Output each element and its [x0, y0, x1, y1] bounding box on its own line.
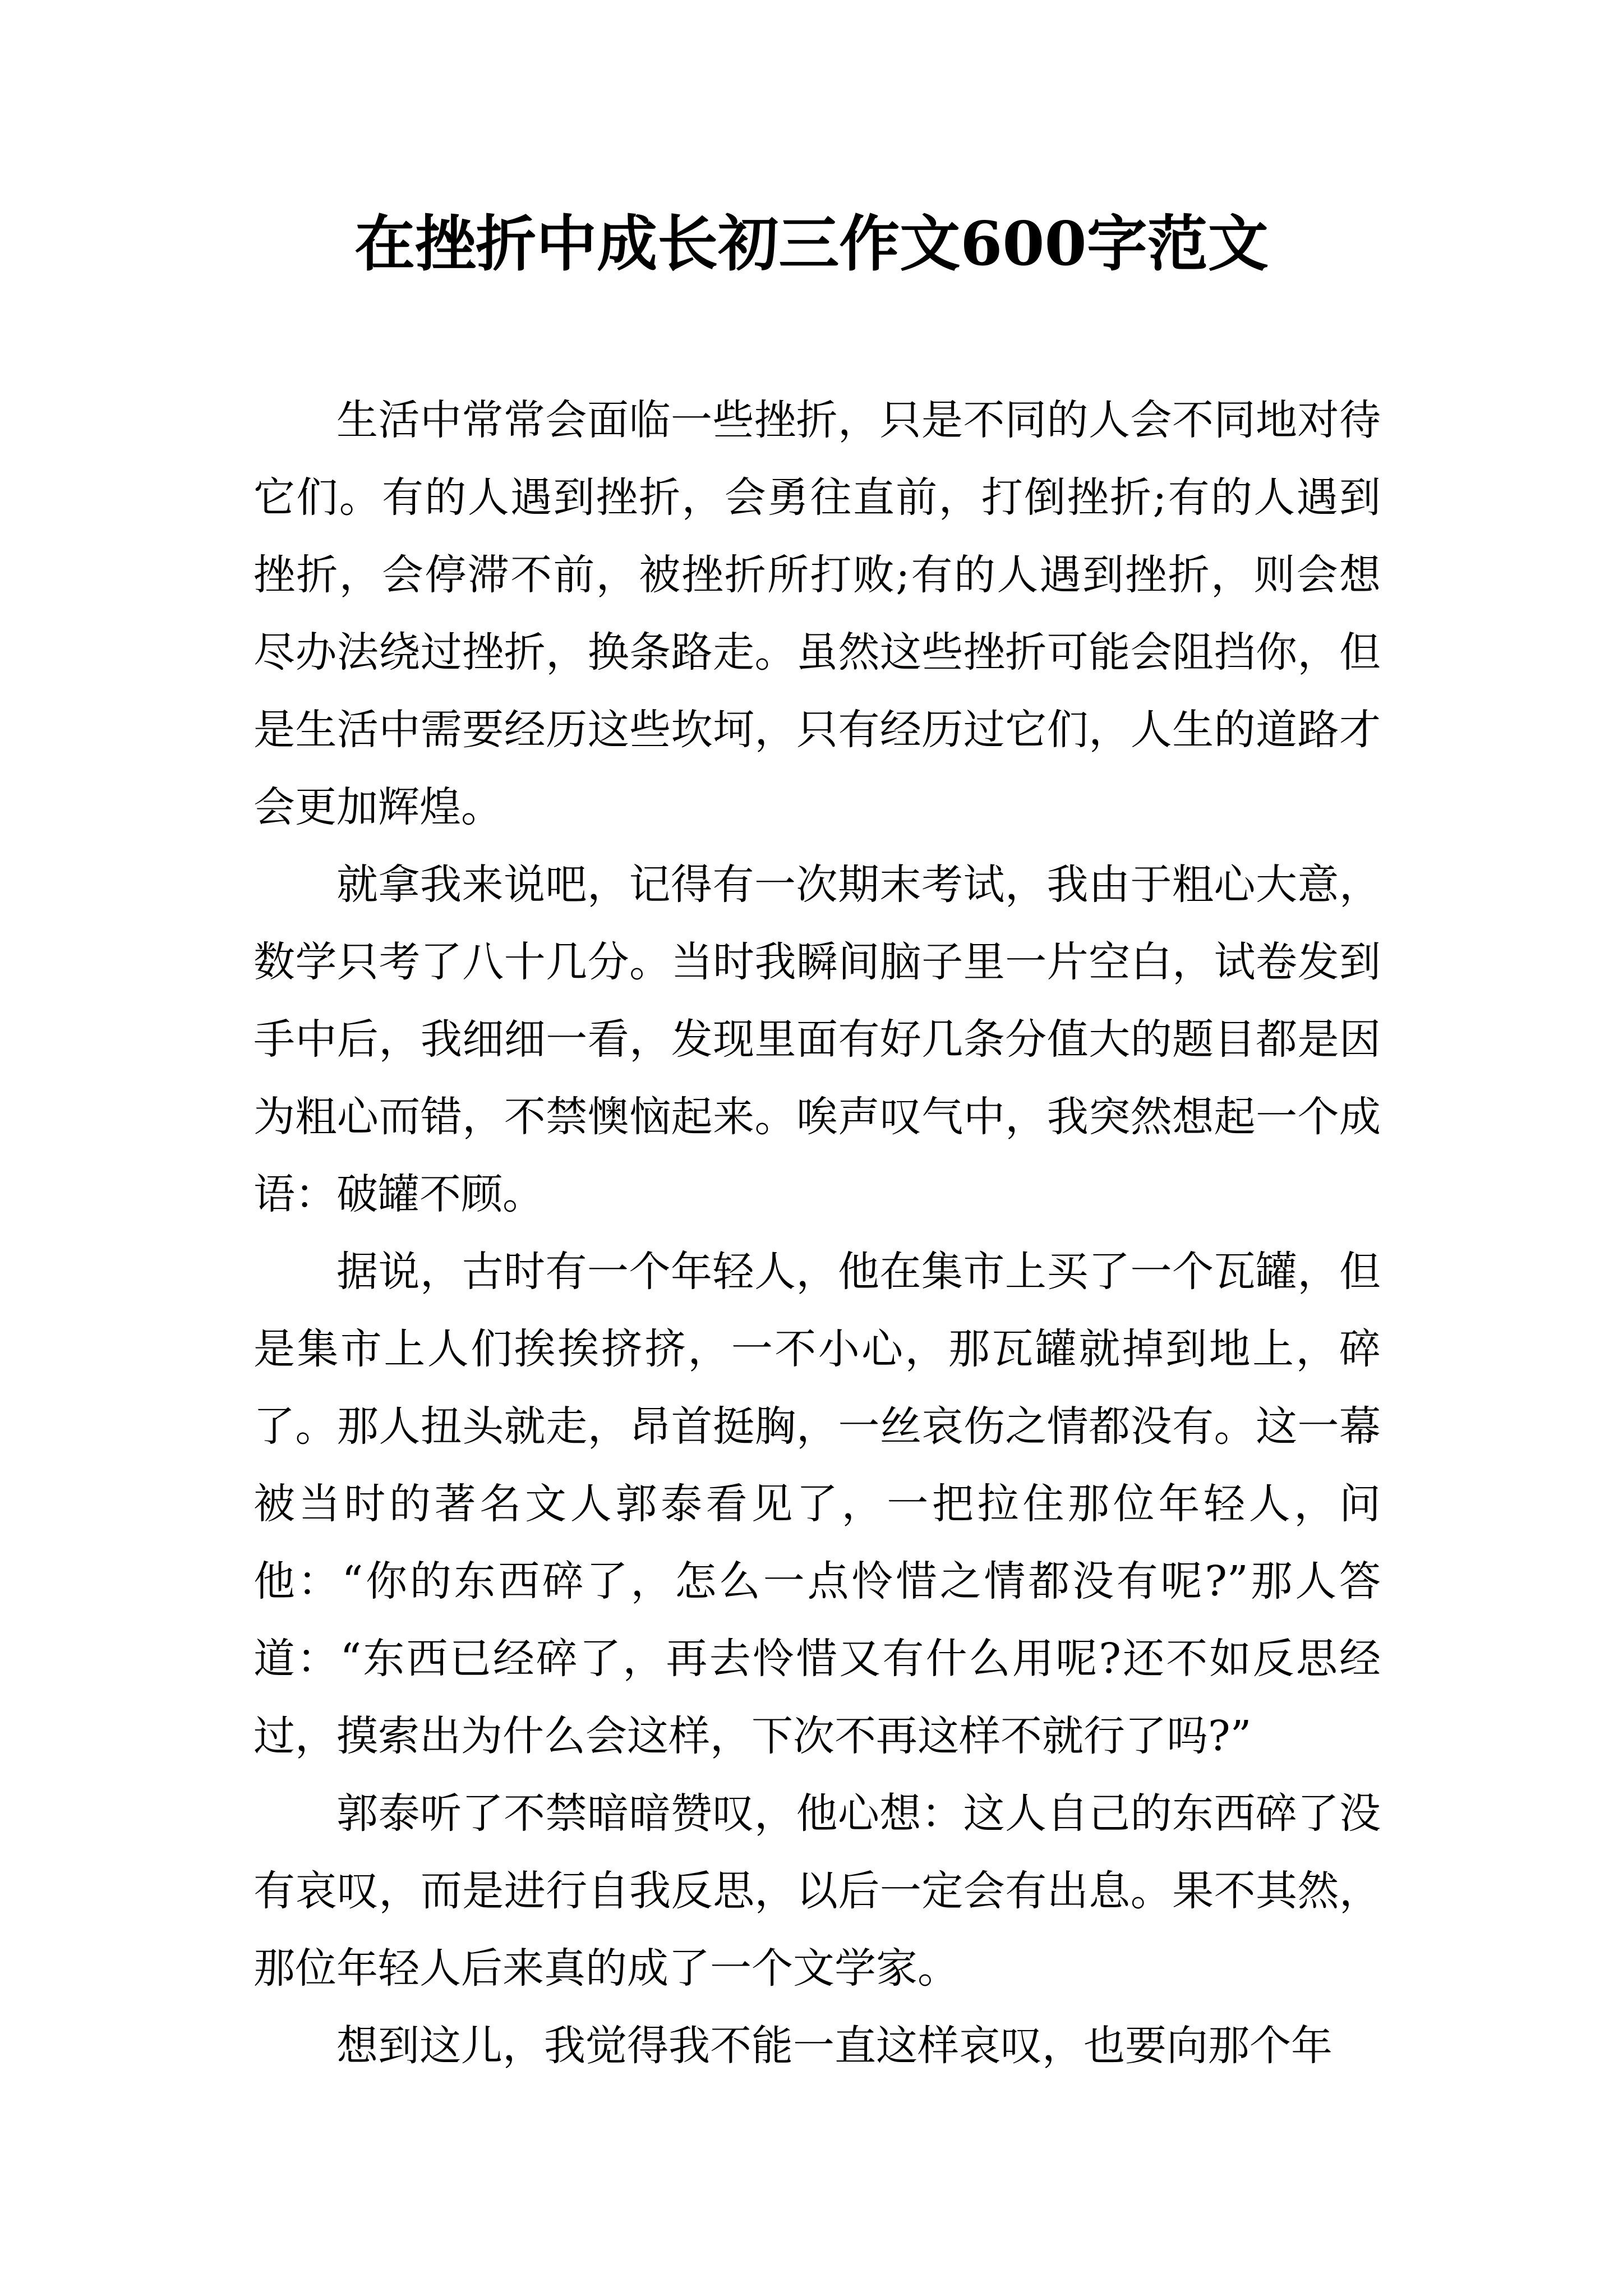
paragraph: 据说，古时有一个年轻人，他在集市上买了一个瓦罐，但是集市上人们挨挨挤挤，一不小心，那瓦罐就掉到地上，碎了。那人扭头就走，昂首挺胸，一丝哀伤之情都没有。这一幕被当时的著名文人郭泰看见了，一把拉住那位年轻人，问他：“你的东西碎了，怎么一点怜惜之情都没有呢?”那人答道：“东西已经碎了，再去怜惜又有什么用呢?还不如反思经过，摸索出为什么会这样，下次不再这样不就行了吗?” — [253, 1248, 1381, 1760]
document-body — [253, 381, 1381, 2085]
paragraph: 想到这儿，我觉得我不能一直这样哀叹，也要向那个年 — [336, 2022, 1332, 2070]
document-title: 在挫折中成长初三作文600字范文 — [354, 209, 1269, 279]
paragraph: 生活中常常会面临一些挫折，只是不同的人会不同地对待它们。有的人遇到挫折，会勇往直前，打倒挫折;有的人遇到挫折，会停滞不前，被挫折所打败;有的人遇到挫折，则会想尽办法绕过挫折，换条路走。虽然这些挫折可能会阻挡你，但是生活中需要经历这些坎坷，只有经历过它们，人生的道路才会更加辉煌。 — [253, 396, 1381, 831]
paragraph: 就拿我来说吧，记得有一次期末考试，我由于粗心大意，数学只考了八十几分。当时我瞬间脑子里一片空白，试卷发到手中后，我细细一看，发现里面有好几条分值大的题目都是因为粗心而错，不禁懊恼起来。唉声叹气中，我突然想起一个成语：破罐不顾。 — [253, 861, 1381, 1218]
paragraph: 郭泰听了不禁暗暗赞叹，他心想：这人自己的东西碎了没有哀叹，而是进行自我反思，以后一定会有出息。果不其然，那位年轻人后来真的成了一个文学家。 — [253, 1789, 1381, 1993]
